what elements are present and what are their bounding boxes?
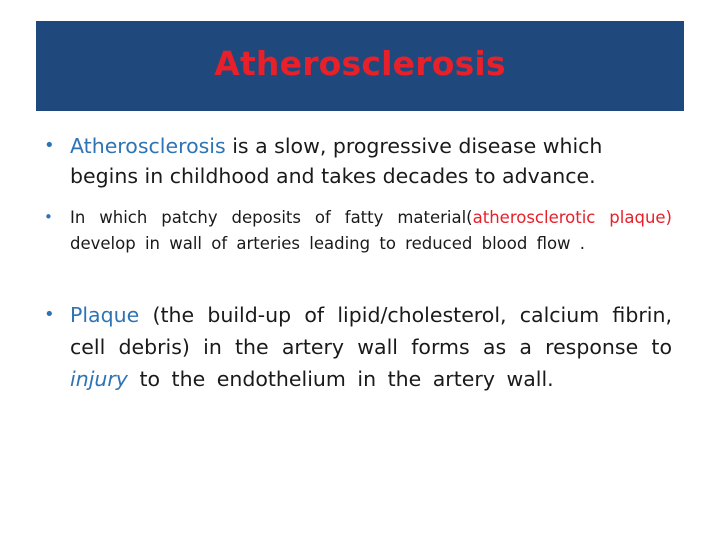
- bullet-2-text-before: In which patchy deposits of fatty material(: [70, 208, 473, 227]
- bullet-item-1: [36, 131, 672, 191]
- slide-content: [36, 131, 672, 395]
- bullet-1-text: is a slow, progressive disease which begins in childhood and takes decades to advance.: [70, 134, 603, 188]
- bullet-3-emphasis: injury: [70, 367, 128, 391]
- slide-title: Atherosclerosis: [214, 43, 506, 83]
- bullet-dot-icon: •: [44, 304, 55, 325]
- bullet-1-highlight: Atherosclerosis: [70, 134, 226, 158]
- bullet-item-2: [36, 205, 672, 257]
- bullet-dot-icon: •: [44, 208, 53, 226]
- bullet-2-text-after: develop in wall of arteries leading to reduced blood flow .: [70, 234, 586, 253]
- title-bar: [36, 21, 684, 111]
- bullet-2-highlight: atherosclerotic plaque): [472, 208, 672, 227]
- bullet-3-highlight: Plaque: [70, 303, 140, 327]
- bullet-3-text-after: to the endothelium in the artery wall.: [127, 367, 554, 391]
- bullet-item-3: [36, 299, 672, 395]
- bullet-3-text-middle: (the build-up of lipid/cholesterol, calcium fibrin, cell debris) in the artery wall forms as a response to: [70, 303, 672, 359]
- bullet-dot-icon: •: [44, 135, 55, 156]
